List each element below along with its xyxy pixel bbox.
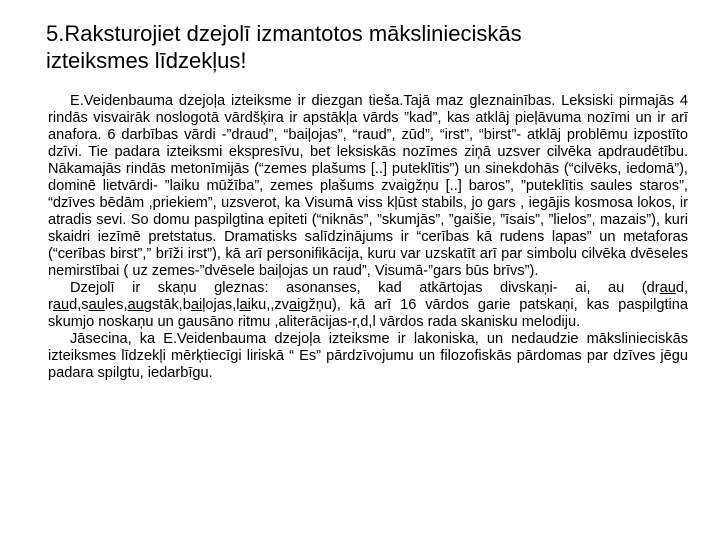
underlined-diphthong: ai (239, 297, 251, 313)
title-line-2: izteiksmes līdzekļus! (46, 48, 247, 73)
sound-text: ku,,zv (250, 297, 289, 313)
underlined-diphthong: au (127, 297, 144, 313)
underlined-diphthong: au (52, 297, 70, 313)
underlined-diphthong: ai (288, 297, 301, 313)
sound-text-end: gžņu), kā arī 16 vārdos garie patskaņi, kas paspilgtina skumjo noskaņu un gausāno ritmu ,aliterācijas-r,d,l vārdos rada skanisku melodiju. (48, 297, 688, 330)
paragraph-conclusion: Jāsecina, ka E.Veidenbauma dzejoļa izteiksme ir lakoniska, un nedaudzie mākslinieciskās izteiksmes līdzekļi mērķtiecīgi liriskā “ Es” pārdzīvojumu un filozofiskās pārdomas par dzīves jēgu padara spilgtu, iedarbīgu. (48, 331, 688, 381)
underlined-diphthong: au (659, 280, 676, 296)
sound-text: les, (104, 297, 128, 313)
underlined-diphthong: ai (190, 297, 203, 313)
sound-text-start: Dzejolī ir skaņu gleznas: asonanses, kad atkārtojas divskaņi- ai, au (dr (70, 280, 660, 296)
slide-title (46, 20, 686, 74)
sound-text: d,s (69, 297, 89, 313)
sound-text: d, r (48, 280, 688, 313)
underlined-diphthong: au (88, 297, 105, 313)
paragraph-analysis: E.Veidenbauma dzejoļa izteiksme ir diezgan tieša.Tajā maz gleznainības. Leksiski pirmajās 4 rindās visvairāk noslogotā vārdšķira ir apstākļa vārds ”kad”, kas atklāj pieļāvuma nozīmi un ir arī anafora. 6 darbības vārdi -”draud”, “baiļojas”, “raud”, zūd”, “irst”, “birst”- atklāj problēmu izpostīto dzīvi. Tie padara izteiksmi ekspresīvu, bet leksiskās nozīmes ziņā uzsver cilvēka apdraudētību. Nākamajās rindās metonīmijās (“zemes plašums [..] puteklītis”) un sinekdohās (“cilvēks, iedomā”), dominē lietvārdi- ”laiku mūžība”, zemes plašums zvaigžņu [..] baros”, ”puteklītis saules staros”, “dzīves bēdām ,priekiem”, uzsverot, ka Visumā viss kļūst stabils, jo gars , iegājis kosmosa lokos, ir atradis sevi. So domu paspilgtina epiteti (“niknās”, ”skumjās”, ”gaišie, ”īsais”, ”lielos”, mazais”), kuri skaidri iezīmē pretstatus. Dramatisks salīdzinājums ir “cerības kā rudens lapas” un metaforas (“cerības birst”,” brīži irst”), kā arī personifikācija, kuru var uzskatīt arī par simbolu cilvēka dvēseles nemirstībai ( uz zemes-”dvēsele baiļojas un raud”, Visumā-”gars būs brīvs”). (48, 93, 688, 279)
sound-text: gstāk,b (143, 297, 191, 313)
title-line-1: 5.Raksturojiet dzejolī izmantotos mākslinieciskās (46, 21, 522, 46)
sound-text: ļojas,l (202, 297, 240, 313)
body-text (48, 93, 688, 382)
paragraph-sound-pictures (48, 280, 688, 331)
